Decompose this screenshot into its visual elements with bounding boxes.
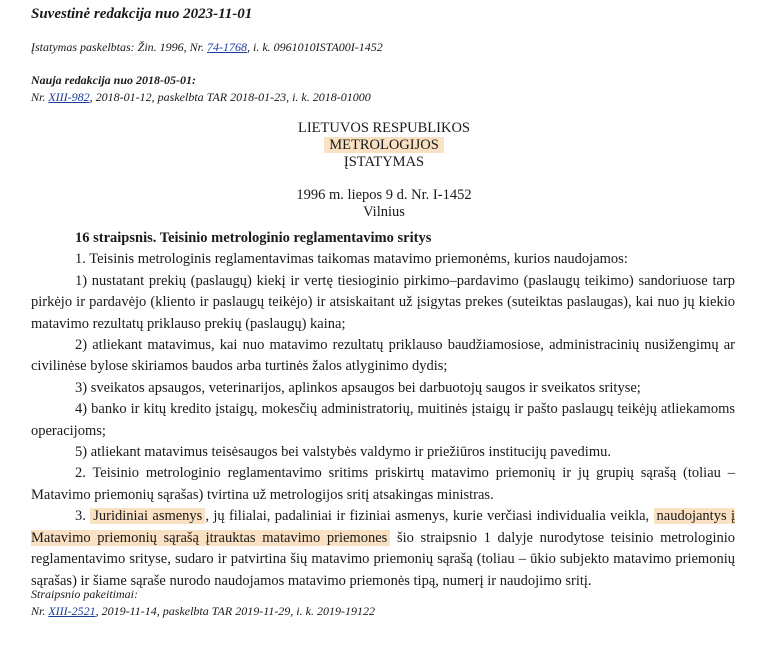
changes-link[interactable]: XIII-2521 [48,604,96,618]
published-prefix: Įstatymas paskelbtas: Žin. 1996, Nr. [31,40,208,54]
highlight-measuring-instruments: naudojantys į Matavimo priemonių sąrašą įtrauktas matavimo priemones [31,508,735,546]
gazette-link[interactable]: 74-1768 [207,40,248,54]
highlight-metrologijos: METROLOGIJOS [324,137,444,153]
consolidated-edition-title: Suvestinė redakcija nuo 2023-11-01 [31,6,253,22]
published-suffix: , i. k. 0961010ISTA00I-1452 [247,40,383,54]
new-edition-line [31,90,371,105]
item-1: 1) nustatant prekių (paslaugų) kiekį ir vertę tiesioginio pirkimo–pardavimo (paslaugų teikimo) sandoriuose tarp pirkėjo ir pardavėjo (kliento ir paslaugų teikėjo) ir atsiskaitant už įsigytas prekes (suteiktas paslaugas), kai nuo jų kiekio matavimo rezultatų priklauso prekių (paslaugų) kaina; [31,272,735,332]
new-edition-suffix: , 2018-01-12, paskelbta TAR 2018-01-23, i. k. 2018-01000 [89,90,371,104]
new-edition-prefix: Nr. [31,90,49,104]
law-title [0,120,768,171]
new-edition-label: Nauja redakcija nuo 2018-05-01: [31,73,196,87]
article-heading: 16 straipsnis. Teisinio metrologinio reglamentavimo sritys [75,230,432,246]
law-published-line [31,40,383,55]
changes-suffix: , 2019-11-14, paskelbta TAR 2019-11-29, i. k. 2019-19122 [95,604,375,618]
highlight-juridiniai-asmenys: Juridiniai asmenys [90,508,205,524]
changes-prefix: Nr. [31,604,49,618]
law-place: Vilnius [363,204,405,220]
changes-line [31,604,375,619]
law-date: 1996 m. liepos 9 d. Nr. I-1452 [296,187,472,203]
paragraph-3-middle: , jų filialai, padaliniai ir fiziniai asmenys, kurie verčiasi individualia veikla, [205,508,654,525]
paragraph-3 [31,506,735,592]
changes-label: Straipsnio pakeitimai: [31,587,138,601]
paragraph-3-number: 3. [75,508,91,525]
law-title-line2 [0,137,768,154]
paragraph-1: 1. Teisinis metrologinis reglamentavimas taikomas matavimo priemonėms, kurios naudojamos: [75,251,628,268]
item-5: 5) atliekant matavimus teisėsaugos bei valstybės valdymo ir priežiūros institucijų pavedimu. [75,444,611,461]
item-2: 2) atliekant matavimus, kai nuo matavimo rezultatų priklauso baudžiamosiose, administracinių nusižengimų ar civilinėse bylose skiriamos baudos arba turtinės žalos atlyginimo dydis; [31,337,735,375]
amendment-link[interactable]: XIII-982 [48,90,90,104]
item-4: 4) banko ir kitų kredito įstaigų, mokesčių administratorių, muitinės įstaigų ir pašto paslaugų teikėjų atliekamoms operacijoms; [31,401,735,439]
item-3: 3) sveikatos apsaugos, veterinarijos, aplinkos apsaugos bei darbuotojų saugos ir sveikatos srityse; [75,379,641,396]
paragraph-3-end: šio straipsnio 1 dalyje nurodytose teisinio metrologinio reglamentavimo srityse, sudaro ir patvirtina šių matavimo priemonių sąrašą (toliau – ūkio subjekto matavimo priemonių sąrašas) ir šiame sąraše nurodo naudojamos matavimo priemonės tipą, numerį ir naudojimo sritį. [31,529,736,589]
article-body [31,228,735,592]
law-title-line3: ĮSTATYMAS [343,154,425,170]
paragraph-2: 2. Teisinio metrologinio reglamentavimo sritims priskirtų matavimo priemonių ir jų grupių sąrašą (toliau – Matavimo priemonių sąrašas) tvirtina už metrologijos sritį atsakingas ministras. [31,465,735,503]
law-title-line1: LIETUVOS RESPUBLIKOS [298,120,470,136]
